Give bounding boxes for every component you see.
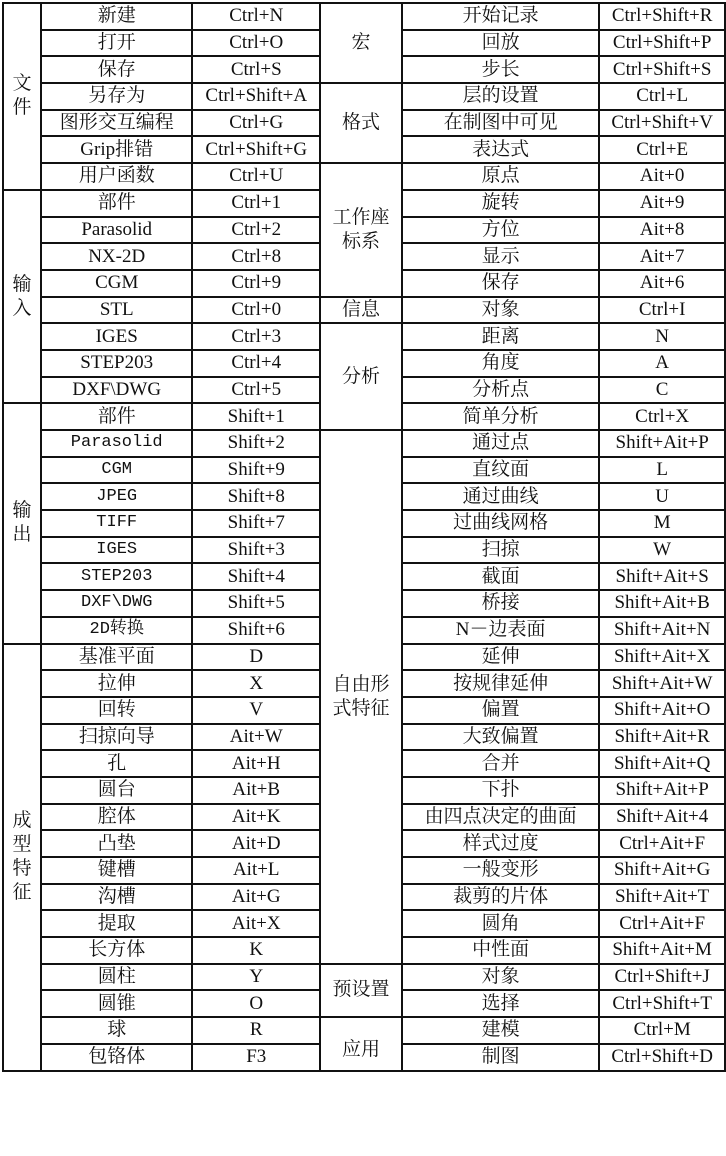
shortcut-key: X <box>192 670 320 697</box>
shortcut-key: Ctrl+M <box>599 1017 725 1044</box>
command-name: 由四点决定的曲面 <box>402 804 599 831</box>
shortcut-key: Ctrl+3 <box>192 323 320 350</box>
command-name: Grip排错 <box>41 136 192 163</box>
shortcut-key: Ait+6 <box>599 270 725 297</box>
command-name: 凸垫 <box>41 830 192 857</box>
shortcut-key: Ait+L <box>192 857 320 884</box>
shortcut-key: C <box>599 377 725 404</box>
command-name: 圆锥 <box>41 990 192 1017</box>
left-group-label: 输出 <box>3 403 41 643</box>
command-name: 分析点 <box>402 377 599 404</box>
command-name: 长方体 <box>41 937 192 964</box>
shortcut-key: Ctrl+Shift+G <box>192 136 320 163</box>
command-name: 偏置 <box>402 697 599 724</box>
command-name: DXF\DWG <box>41 590 192 617</box>
shortcut-key: Ctrl+8 <box>192 243 320 270</box>
shortcut-key: Ctrl+G <box>192 110 320 137</box>
shortcut-key: Shift+1 <box>192 403 320 430</box>
command-name: 中性面 <box>402 937 599 964</box>
shortcut-key: M <box>599 510 725 537</box>
shortcut-key: Ctrl+Shift+A <box>192 83 320 110</box>
command-name: 部件 <box>41 190 192 217</box>
table-row <box>3 430 725 457</box>
command-name: IGES <box>41 537 192 564</box>
command-name: 图形交互编程 <box>41 110 192 137</box>
command-name: 表达式 <box>402 136 599 163</box>
table-row <box>3 3 725 30</box>
shortcut-key: Ctrl+Shift+J <box>599 964 725 991</box>
shortcut-key: Shift+3 <box>192 537 320 564</box>
shortcut-key: Ctrl+I <box>599 297 725 324</box>
command-name: 圆台 <box>41 777 192 804</box>
shortcut-key: Ctrl+Shift+D <box>599 1044 725 1071</box>
shortcut-key: Shift+Ait+R <box>599 724 725 751</box>
left-group-label: 成型特征 <box>3 644 41 1071</box>
shortcut-key: A <box>599 350 725 377</box>
shortcut-key: Ctrl+E <box>599 136 725 163</box>
shortcut-key: Ctrl+X <box>599 403 725 430</box>
shortcut-key: Ait+X <box>192 910 320 937</box>
shortcut-key: Shift+Ait+S <box>599 563 725 590</box>
command-name: 旋转 <box>402 190 599 217</box>
command-name: 圆角 <box>402 910 599 937</box>
command-name: 下扑 <box>402 777 599 804</box>
shortcut-key: Ctrl+Shift+R <box>599 3 725 30</box>
shortcut-key: Ctrl+Shift+T <box>599 990 725 1017</box>
shortcut-key: W <box>599 537 725 564</box>
shortcut-key: Ctrl+Shift+S <box>599 56 725 83</box>
shortcut-key: Shift+Ait+G <box>599 857 725 884</box>
command-name: N－边表面 <box>402 617 599 644</box>
shortcut-key: Ctrl+Shift+V <box>599 110 725 137</box>
shortcut-key: Shift+5 <box>192 590 320 617</box>
command-name: 扫掠向导 <box>41 724 192 751</box>
command-name: 选择 <box>402 990 599 1017</box>
command-name: 延伸 <box>402 644 599 671</box>
command-name: 步长 <box>402 56 599 83</box>
command-name: 层的设置 <box>402 83 599 110</box>
shortcut-key: Ait+H <box>192 750 320 777</box>
shortcut-key: Shift+Ait+T <box>599 884 725 911</box>
command-name: 角度 <box>402 350 599 377</box>
shortcut-key: Ctrl+5 <box>192 377 320 404</box>
command-name: 沟槽 <box>41 884 192 911</box>
shortcut-key: Shift+9 <box>192 457 320 484</box>
command-name: STL <box>41 297 192 324</box>
command-name: 裁剪的片体 <box>402 884 599 911</box>
shortcut-key: Shift+Ait+N <box>599 617 725 644</box>
shortcut-key: V <box>192 697 320 724</box>
shortcut-key: Ait+B <box>192 777 320 804</box>
command-name: 距离 <box>402 323 599 350</box>
shortcut-key: Shift+4 <box>192 563 320 590</box>
shortcut-key: Shift+Ait+P <box>599 777 725 804</box>
shortcut-key: Y <box>192 964 320 991</box>
table-row <box>3 964 725 991</box>
command-name: 简单分析 <box>402 403 599 430</box>
table-row <box>3 297 725 324</box>
command-name: 圆柱 <box>41 964 192 991</box>
command-name: 对象 <box>402 297 599 324</box>
command-name: 键槽 <box>41 857 192 884</box>
shortcut-key: Ctrl+0 <box>192 297 320 324</box>
command-name: 球 <box>41 1017 192 1044</box>
command-name: 大致偏置 <box>402 724 599 751</box>
table-row <box>3 83 725 110</box>
shortcut-key: Ctrl+Ait+F <box>599 830 725 857</box>
shortcut-key: Ctrl+U <box>192 163 320 190</box>
command-name: 包铬体 <box>41 1044 192 1071</box>
command-name: 直纹面 <box>402 457 599 484</box>
shortcut-key: Ait+7 <box>599 243 725 270</box>
command-name: 新建 <box>41 3 192 30</box>
command-name: IGES <box>41 323 192 350</box>
shortcut-table <box>2 2 726 1072</box>
command-name: TIFF <box>41 510 192 537</box>
shortcut-key: Ctrl+4 <box>192 350 320 377</box>
right-group-label: 工作座标系 <box>320 163 402 296</box>
right-group-label: 格式 <box>320 83 402 163</box>
shortcut-key: Ait+D <box>192 830 320 857</box>
right-group-label: 预设置 <box>320 964 402 1017</box>
command-name: 合并 <box>402 750 599 777</box>
shortcut-key: F3 <box>192 1044 320 1071</box>
command-name: 基准平面 <box>41 644 192 671</box>
shortcut-key: Shift+Ait+Q <box>599 750 725 777</box>
command-name: 用户函数 <box>41 163 192 190</box>
command-name: STEP203 <box>41 350 192 377</box>
command-name: DXF\DWG <box>41 377 192 404</box>
shortcut-key: N <box>599 323 725 350</box>
command-name: NX-2D <box>41 243 192 270</box>
command-name: 过曲线网格 <box>402 510 599 537</box>
command-name: 通过曲线 <box>402 483 599 510</box>
shortcut-key: Ctrl+9 <box>192 270 320 297</box>
shortcut-key: Shift+7 <box>192 510 320 537</box>
command-name: 腔体 <box>41 804 192 831</box>
command-name: 一般变形 <box>402 857 599 884</box>
command-name: 部件 <box>41 403 192 430</box>
shortcut-key: Ait+W <box>192 724 320 751</box>
table-row <box>3 323 725 350</box>
right-group-label: 自由形式特征 <box>320 430 402 964</box>
shortcut-key: Shift+Ait+O <box>599 697 725 724</box>
shortcut-key: Shift+Ait+X <box>599 644 725 671</box>
shortcut-key: K <box>192 937 320 964</box>
shortcut-key: Shift+Ait+4 <box>599 804 725 831</box>
shortcut-key: Shift+6 <box>192 617 320 644</box>
command-name: 样式过度 <box>402 830 599 857</box>
command-name: 对象 <box>402 964 599 991</box>
command-name: Parasolid <box>41 217 192 244</box>
command-name: 提取 <box>41 910 192 937</box>
command-name: 回转 <box>41 697 192 724</box>
command-name: 开始记录 <box>402 3 599 30</box>
shortcut-key: Ait+G <box>192 884 320 911</box>
shortcut-key: Shift+Ait+P <box>599 430 725 457</box>
command-name: 2D转换 <box>41 617 192 644</box>
shortcut-key: Shift+Ait+W <box>599 670 725 697</box>
command-name: STEP203 <box>41 563 192 590</box>
shortcut-key: Shift+2 <box>192 430 320 457</box>
command-name: Parasolid <box>41 430 192 457</box>
shortcut-key: Ctrl+N <box>192 3 320 30</box>
command-name: 建模 <box>402 1017 599 1044</box>
shortcut-key: Ctrl+Shift+P <box>599 30 725 57</box>
shortcut-key: Ctrl+L <box>599 83 725 110</box>
right-group-label: 宏 <box>320 3 402 83</box>
command-name: 扫掠 <box>402 537 599 564</box>
shortcut-key: Shift+Ait+B <box>599 590 725 617</box>
shortcut-key: Ait+0 <box>599 163 725 190</box>
right-group-label: 信息 <box>320 297 402 324</box>
shortcut-table-container <box>2 2 726 1072</box>
command-name: 桥接 <box>402 590 599 617</box>
shortcut-key: Shift+Ait+M <box>599 937 725 964</box>
shortcut-key: Ait+9 <box>599 190 725 217</box>
shortcut-key: Ait+K <box>192 804 320 831</box>
command-name: 在制图中可见 <box>402 110 599 137</box>
shortcut-key: Ctrl+Ait+F <box>599 910 725 937</box>
shortcut-key: U <box>599 483 725 510</box>
shortcut-key: Ctrl+S <box>192 56 320 83</box>
shortcut-key: Ctrl+1 <box>192 190 320 217</box>
right-group-label: 分析 <box>320 323 402 430</box>
command-name: 方位 <box>402 217 599 244</box>
command-name: 打开 <box>41 30 192 57</box>
left-group-label: 输入 <box>3 190 41 404</box>
shortcut-key: L <box>599 457 725 484</box>
command-name: CGM <box>41 270 192 297</box>
command-name: CGM <box>41 457 192 484</box>
table-row <box>3 163 725 190</box>
command-name: 保存 <box>402 270 599 297</box>
command-name: 另存为 <box>41 83 192 110</box>
command-name: 保存 <box>41 56 192 83</box>
shortcut-key: Ait+8 <box>599 217 725 244</box>
command-name: 截面 <box>402 563 599 590</box>
command-name: JPEG <box>41 483 192 510</box>
shortcut-key: R <box>192 1017 320 1044</box>
command-name: 原点 <box>402 163 599 190</box>
shortcut-key: Shift+8 <box>192 483 320 510</box>
table-row <box>3 1017 725 1044</box>
command-name: 孔 <box>41 750 192 777</box>
command-name: 显示 <box>402 243 599 270</box>
shortcut-key: O <box>192 990 320 1017</box>
command-name: 制图 <box>402 1044 599 1071</box>
shortcut-key: D <box>192 644 320 671</box>
shortcut-key: Ctrl+O <box>192 30 320 57</box>
command-name: 回放 <box>402 30 599 57</box>
command-name: 按规律延伸 <box>402 670 599 697</box>
shortcut-key: Ctrl+2 <box>192 217 320 244</box>
left-group-label: 文件 <box>3 3 41 190</box>
command-name: 拉伸 <box>41 670 192 697</box>
command-name: 通过点 <box>402 430 599 457</box>
right-group-label: 应用 <box>320 1017 402 1070</box>
